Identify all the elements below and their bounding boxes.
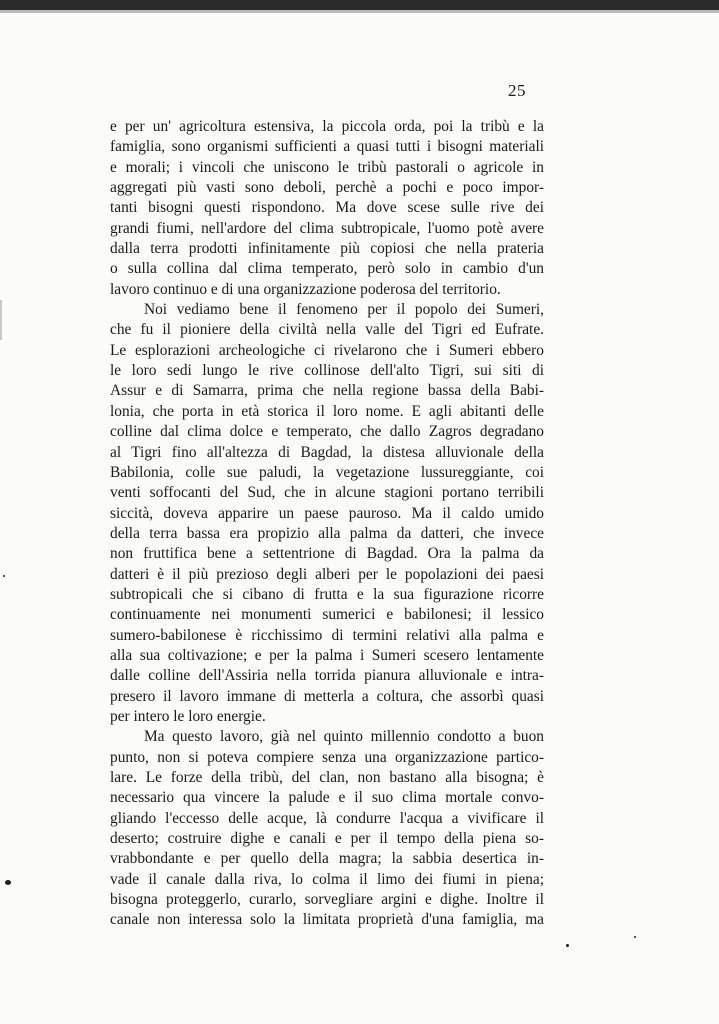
- text-line: canale non interessa solo la limitata proprietà d'una famiglia, ma: [110, 911, 544, 929]
- text-line: aggregati più vasti sono deboli, perchè a pochi e poco impor-: [110, 179, 544, 197]
- text-line: punto, non si poteva compiere senza una organizzazione partico-: [110, 748, 544, 766]
- text-line: bisogna proteggerlo, curarlo, sorvegliare argini e dighe. Inoltre il: [110, 891, 544, 909]
- text-line: alla sua coltivazione; e per la palma i Sumeri scesero lentamente: [110, 646, 544, 664]
- text-line: lonia, che porta in età storica il loro nome. E agli abitanti delle: [110, 402, 544, 420]
- scan-top-edge-shadow: [0, 10, 719, 13]
- text-line: che fu il pioniere della civiltà nella valle del Tigri ed Eufrate.: [110, 321, 544, 339]
- text-line: le loro sedi lungo le rive collinose dell'alto Tigri, sui siti di: [110, 362, 544, 380]
- text-line: siccità, doveva apparire un paese pauroso. Ma il caldo umido: [110, 504, 544, 522]
- text-line: per intero le loro energie.: [110, 707, 266, 725]
- text-line: gliando l'eccesso delle acque, là condurre l'acqua a vivificare il: [110, 809, 544, 827]
- scan-top-edge: [0, 0, 719, 10]
- text-line: Le esplorazioni archeologiche ci rivelarono che i Sumeri ebbero: [110, 341, 544, 359]
- text-line: o sulla collina dal clima temperato, però solo in cambio d'un: [110, 260, 544, 278]
- text-line: subtropicali che si cibano di frutta e la sua figurazione ricorre: [110, 585, 544, 603]
- page-number: 25: [508, 81, 526, 100]
- text-line: colline dal clima dolce e temperato, che dallo Zagros degradano: [110, 423, 544, 441]
- text-line: e per un' agricoltura estensiva, la piccola orda, poi la tribù e la: [110, 118, 544, 135]
- text-line: e morali; i vincoli che uniscono le tribù pastorali o agricole in: [110, 158, 544, 176]
- text-line: dalla terra prodotti infinitamente più copiosi che nella prateria: [110, 240, 544, 258]
- text-line: grandi fiumi, nell'ardore del clima subtropicale, l'uomo potè avere: [110, 219, 544, 237]
- text-line: datteri è il più prezioso degli alberi per le popolazioni dei paesi: [110, 565, 544, 583]
- scan-speck: [566, 944, 569, 947]
- text-line: venti soffocanti del Sud, che in alcune stagioni portano terribili: [110, 484, 544, 502]
- text-line: vade il canale dalla riva, lo colma il limo dei fiumi in piena;: [110, 870, 544, 888]
- text-line: Noi vediamo bene il fenomeno per il popolo dei Sumeri,: [144, 301, 544, 319]
- text-line: continuamente nei monumenti sumerici e babilonesi; il lessico: [110, 606, 544, 624]
- text-line: Babilonia, colle sue paludi, la vegetazione lussureggiante, coi: [110, 463, 544, 481]
- scan-speck: [3, 575, 5, 577]
- text-line: dalle colline dell'Assiria nella torrida pianura alluvionale e intra-: [110, 667, 544, 685]
- text-line: necessario qua vincere la palude e il suo clima mortale convo-: [110, 789, 544, 807]
- text-line: Ma questo lavoro, già nel quinto millennio condotto a buon: [144, 728, 544, 746]
- text-line: della terra bassa era propizio alla palma da datteri, che invece: [110, 524, 544, 542]
- text-line: tanti bisogni questi rispondono. Ma dove scese sulle rive dei: [110, 199, 544, 217]
- text-line: lare. Le forze della tribù, del clan, non bastano alla bisogna; è: [110, 769, 544, 786]
- text-line: famiglia, sono organismi sufficienti a quasi tutti i bisogni materiali: [110, 138, 544, 156]
- body-text: [110, 117, 544, 931]
- scan-speck: [634, 936, 636, 938]
- text-line: presero il lavoro immane di metterla a coltura, che assorbì quasi: [110, 687, 544, 705]
- text-line: vrabbondante e per quello della magra; la sabbia desertica in-: [110, 850, 544, 868]
- scan-speck: [5, 880, 11, 885]
- text-line: lavoro continuo e di una organizzazione poderosa del territorio.: [110, 280, 501, 298]
- text-line: Assur e di Samarra, prima che nella regione bassa della Babi-: [110, 382, 544, 400]
- text-line: non fruttifica bene a settentrione di Bagdad. Ora la palma da: [110, 545, 544, 563]
- text-line: deserto; costruire dighe e canali e per il tempo della piena so-: [110, 830, 544, 848]
- text-line: al Tigri fino all'altezza di Bagdad, la distesa alluvionale della: [110, 443, 544, 461]
- scan-mark: [0, 300, 2, 340]
- text-line: sumero-babilonese è ricchissimo di termini relativi alla palma e: [110, 626, 544, 644]
